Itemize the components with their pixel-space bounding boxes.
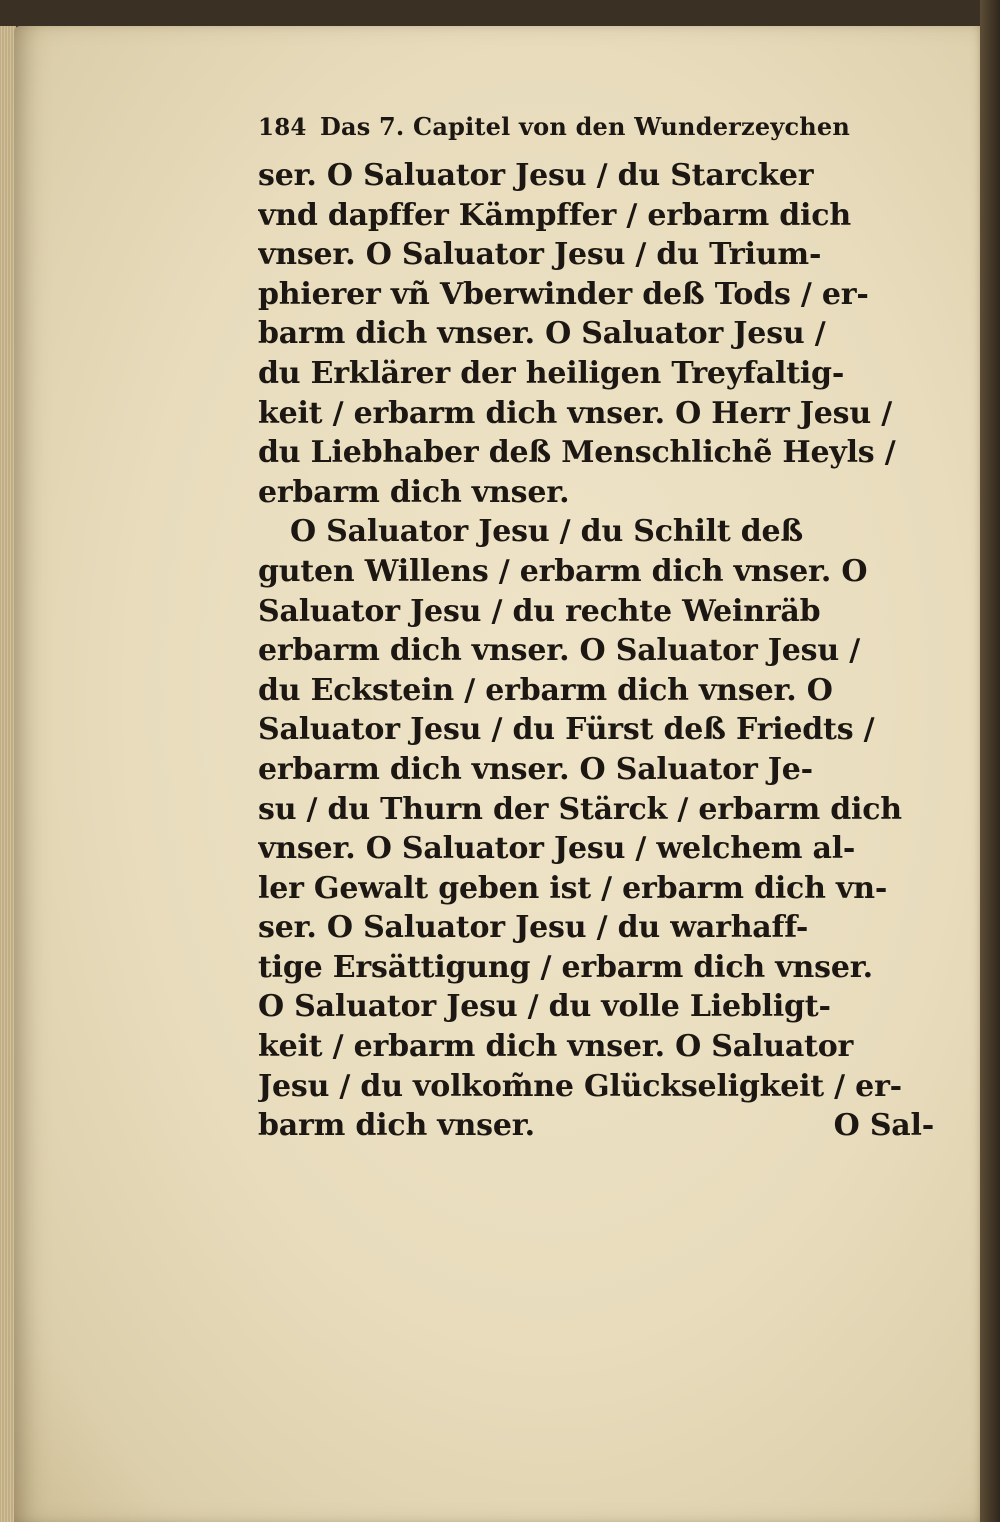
text-line: barm dich vnser. O Saluator Jesu / <box>258 316 826 352</box>
text-line: erbarm dich vnser. <box>258 474 570 510</box>
text-line: du Eckstein / erbarm dich vnser. O <box>258 672 833 708</box>
text-line: du Liebhaber deß Menschlichẽ Heyls / <box>258 435 896 471</box>
page-header <box>258 112 938 156</box>
text-line: ler Gewalt geben ist / erbarm dich vn- <box>258 870 888 906</box>
text-line: vnser. O Saluator Jesu / welchem al- <box>258 831 856 867</box>
text-block <box>258 112 938 1146</box>
text-line: keit / erbarm dich vnser. O Saluator <box>258 1029 854 1065</box>
text-line: tige Ersättigung / erbarm dich vnser. <box>258 949 873 985</box>
text-line: O Saluator Jesu / du volle Liebligt- <box>258 989 831 1025</box>
catchword: O Sal- <box>833 1108 934 1144</box>
paragraph-start-line: O Saluator Jesu / du Schilt deß <box>290 514 803 550</box>
text-line: Saluator Jesu / du rechte Weinräb <box>258 593 821 629</box>
running-head: Das 7. Capitel von den Wunderzeychen <box>320 112 851 141</box>
text-line: du Erklärer der heiligen Treyfaltig- <box>258 355 845 391</box>
last-line <box>258 1106 934 1146</box>
text-line: erbarm dich vnser. O Saluator Je- <box>258 751 813 787</box>
last-line-text: barm dich vnser. <box>258 1108 535 1144</box>
text-line: ser. O Saluator Jesu / du Starcker <box>258 158 814 193</box>
page-number: 184 <box>258 114 307 141</box>
text-line: guten Willens / erbarm dich vnser. O <box>258 553 868 589</box>
text-line: keit / erbarm dich vnser. O Herr Jesu / <box>258 395 892 431</box>
text-line: Jesu / du volkom̃ne Glückseligkeit / er- <box>258 1068 902 1104</box>
text-line: Saluator Jesu / du Fürst deß Friedts / <box>258 712 875 748</box>
text-line: erbarm dich vnser. O Saluator Jesu / <box>258 633 860 669</box>
text-line: su / du Thurn der Stärck / erbarm dich <box>258 791 902 827</box>
text-line: vnd dapffer Kämpffer / erbarm dich <box>258 197 851 233</box>
text-line: ser. O Saluator Jesu / du warhaff- <box>258 910 809 946</box>
text-line: vnser. O Saluator Jesu / du Trium- <box>258 237 822 273</box>
text-line: phierer vñ Vberwinder deß Tods / er- <box>258 276 869 312</box>
book-gutter-shadow <box>980 0 1000 1522</box>
